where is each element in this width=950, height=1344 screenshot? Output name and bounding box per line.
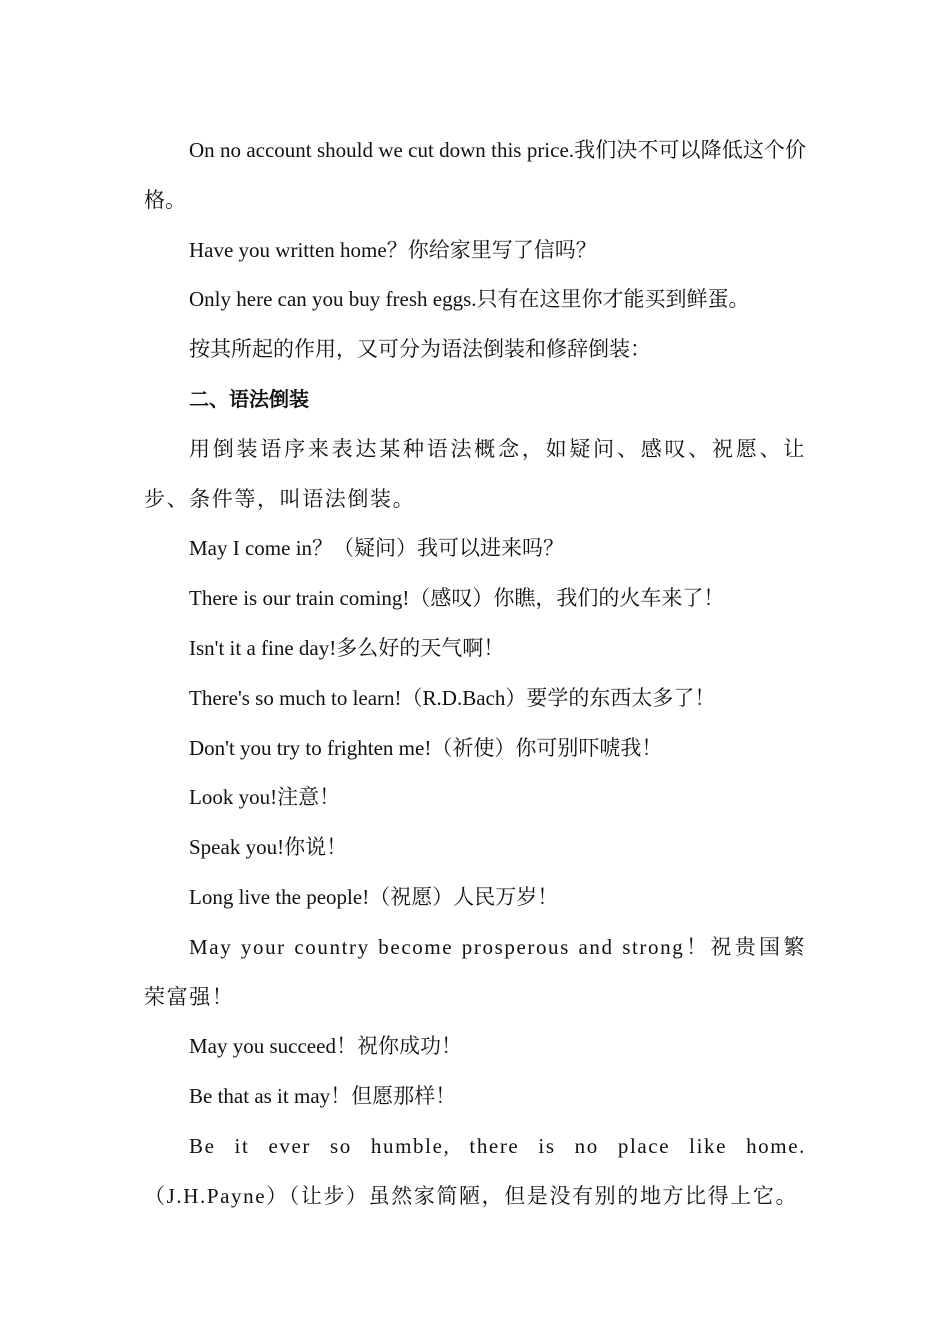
paragraph-example-so-much-to-learn: There's so much to learn!（R.D.Bach）要学的东西太多了！ <box>189 685 716 710</box>
paragraph-grammatical-inversion-definition: 用倒装语序来表达某种语法概念，如疑问、感叹、祝愿、让步、条件等，叫语法倒装。 <box>144 436 806 511</box>
paragraph-example-have-you-written: Have you written home？你给家里写了信吗？ <box>189 237 597 262</box>
paragraph-example-may-you-succeed: May you succeed！祝你成功！ <box>189 1034 462 1059</box>
paragraph-example-long-live: Long live the people!（祝愿）人民万岁！ <box>189 884 559 909</box>
paragraph-example-be-it-ever-so-humble: Be it ever so humble, there is no place like home.（J.H.Payne）（让步）虽然家简陋，但是没有别的地方比得上它。 <box>144 1133 806 1208</box>
paragraph-example-speak-you: Speak you!你说！ <box>189 835 348 860</box>
paragraph-example-frighten-me: Don't you try to frighten me!（祈使）你可别吓唬我！ <box>189 735 663 760</box>
section-heading-grammatical-inversion: 二、语法倒装 <box>189 386 309 411</box>
paragraph-example-may-i-come-in: May I come in？（疑问）我可以进来吗？ <box>189 536 565 561</box>
paragraph-classification-intro: 按其所起的作用，又可分为语法倒装和修辞倒装： <box>189 337 651 362</box>
paragraph-example-only-here: Only here can you buy fresh eggs.只有在这里你才能买到鲜蛋。 <box>189 287 750 312</box>
document-page <box>144 126 806 1222</box>
paragraph-example-train-coming: There is our train coming!（感叹）你瞧，我们的火车来了！ <box>189 586 725 611</box>
paragraph-example-fine-day: Isn't it a fine day!多么好的天气啊！ <box>189 635 505 660</box>
paragraph-example-look-you: Look you!注意！ <box>189 785 341 810</box>
paragraph-example-prosperous: May your country become prosperous and strong！祝贵国繁荣富强！ <box>144 934 806 1009</box>
paragraph-example-be-that-as-it-may: Be that as it may！但愿那样！ <box>189 1084 457 1109</box>
paragraph-example-on-no-account: On no account should we cut down this price.我们决不可以降低这个价格。 <box>144 138 806 212</box>
